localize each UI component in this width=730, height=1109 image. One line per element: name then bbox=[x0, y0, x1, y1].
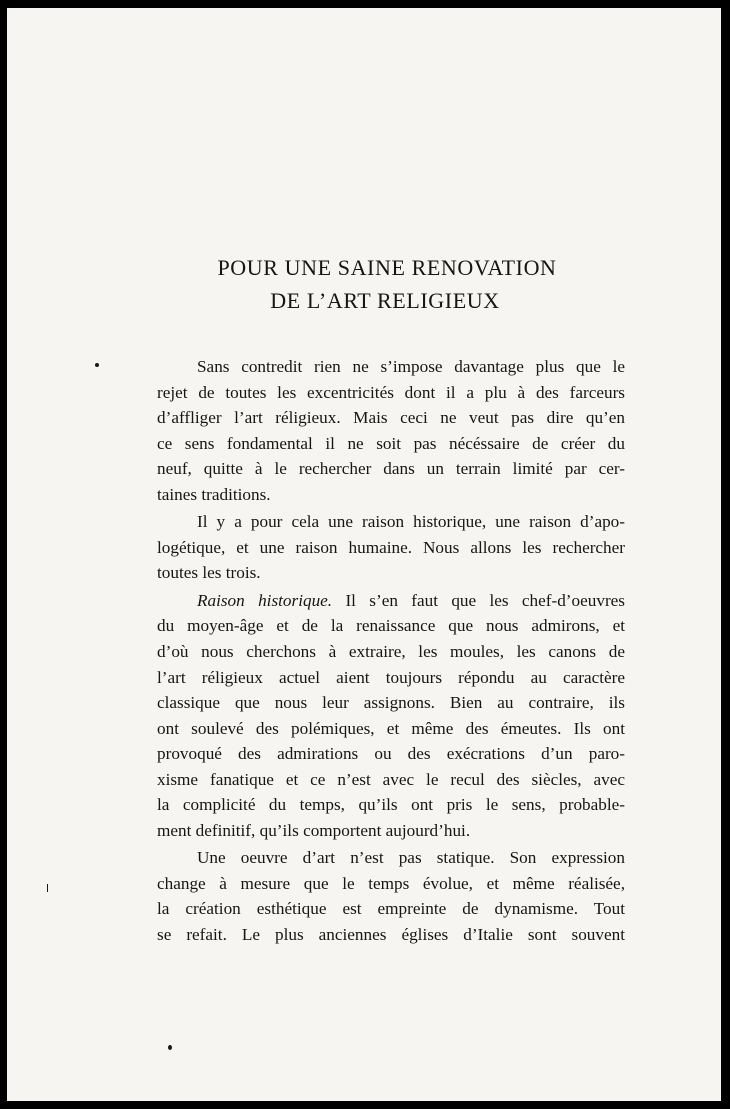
text-line: d’où nous cherchons à extraire, les moules, les canons de bbox=[157, 642, 625, 662]
text-line bbox=[157, 588, 625, 614]
text-line: Il y a pour cela une raison historique, une raison d’apo- bbox=[197, 512, 625, 532]
text-line: ment definitif, qu’ils comportent aujourd’hui. bbox=[157, 820, 471, 840]
text-line: ont soulevé des polémiques, et même des émeutes. Ils ont bbox=[157, 718, 625, 738]
text-line: xisme fanatique et ce n’est avec le recul des siècles, avec bbox=[157, 769, 625, 789]
text-line: taines traditions. bbox=[157, 484, 271, 504]
text-line: toutes les trois. bbox=[157, 563, 261, 583]
text-line: l’art réligieux actuel aient toujours répondu au caractère bbox=[157, 667, 625, 687]
text-line: ce sens fondamental il ne soit pas nécéssaire de créer du bbox=[157, 433, 625, 453]
scan-speck bbox=[168, 1045, 172, 1050]
text-line: change à mesure que le temps évolue, et même réalisée, bbox=[157, 873, 625, 893]
paragraph-3 bbox=[157, 588, 625, 843]
paragraph-4 bbox=[157, 845, 625, 947]
text-line: se refait. Le plus anciennes églises d’Italie sont souvent bbox=[157, 925, 625, 945]
title-line-2: DE L’ART RELIGIEUX bbox=[270, 288, 500, 313]
text-line: du moyen-âge et de la renaissance que nous admirons, et bbox=[157, 616, 625, 636]
text-line: logétique, et une raison humaine. Nous allons les rechercher bbox=[157, 537, 625, 557]
page-title bbox=[7, 251, 721, 317]
text-line: d’affliger l’art réligieux. Mais ceci ne veut pas dire qu’en bbox=[157, 408, 625, 428]
scan-speck bbox=[47, 884, 48, 892]
text-line: provoqué des admirations ou des exécrations d’un paro- bbox=[157, 744, 625, 764]
body-text bbox=[157, 354, 625, 948]
paragraph-1 bbox=[157, 354, 625, 507]
document-page bbox=[7, 8, 721, 1101]
section-lead: Raison historique. bbox=[197, 590, 333, 610]
text-line: classique que nous leur assignons. Bien au contraire, ils bbox=[157, 693, 625, 713]
scan-speck bbox=[95, 363, 99, 367]
text-line: la complicité du temps, qu’ils ont pris le sens, probable- bbox=[157, 795, 625, 815]
paragraph-2 bbox=[157, 509, 625, 586]
text-line: Une oeuvre d’art n’est pas statique. Son expression bbox=[197, 848, 625, 868]
text-run: Il s’en faut que les chef-d’oeuvres bbox=[332, 590, 625, 610]
text-line: neuf, quitte à le rechercher dans un terrain limité par cer- bbox=[157, 459, 625, 479]
text-line: la création esthétique est empreinte de dynamisme. Tout bbox=[157, 899, 625, 919]
text-line: rejet de toutes les excentricités dont il a plu à des farceurs bbox=[157, 382, 625, 402]
title-line-1: POUR UNE SAINE RENOVATION bbox=[217, 255, 557, 280]
text-line: Sans contredit rien ne s’impose davantage plus que le bbox=[197, 357, 625, 376]
